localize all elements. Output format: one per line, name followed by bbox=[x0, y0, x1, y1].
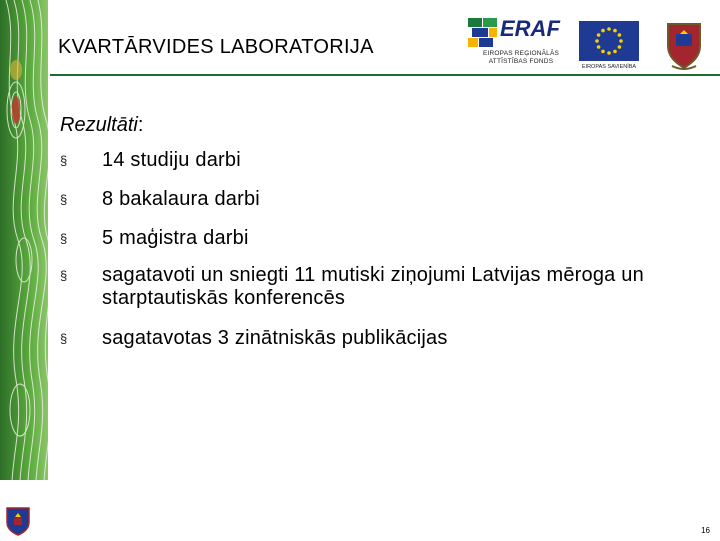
bullet-marker: § bbox=[60, 268, 68, 283]
eraf-wordmark: ERAF bbox=[500, 16, 560, 41]
corner-crest-logo bbox=[4, 506, 32, 536]
list-item-text: 14 studiju darbi bbox=[102, 149, 241, 171]
subtitle-text: Rezultāti bbox=[60, 114, 138, 136]
decorative-map-strip bbox=[0, 0, 48, 540]
eu-caption: EIROPAS SAVIENĪBA bbox=[581, 64, 637, 70]
eu-flag-logo bbox=[578, 20, 640, 72]
subtitle-colon: : bbox=[137, 114, 144, 136]
list-item-text: 5 maģistra darbi bbox=[102, 227, 249, 249]
bullet-marker: § bbox=[60, 231, 68, 246]
list-item-text: sagatavotas 3 zinātniskās publikācijas bbox=[102, 327, 448, 349]
list-item-text: 8 bakalaura darbi bbox=[102, 188, 260, 210]
bullet-marker: § bbox=[60, 153, 68, 168]
title-divider bbox=[50, 74, 720, 76]
page-title: KVARTĀRVIDES LABORATORIJA bbox=[58, 36, 374, 58]
eraf-mark-icon bbox=[468, 18, 498, 48]
eraf-subtitle: EIROPAS REĢIONĀLĀS ATTĪSTĪBAS FONDS bbox=[482, 50, 560, 65]
bullet-marker: § bbox=[60, 331, 68, 346]
page-number: 16 bbox=[701, 526, 710, 535]
university-crest-logo bbox=[660, 20, 708, 72]
section-subtitle bbox=[60, 114, 143, 137]
bullet-marker: § bbox=[60, 192, 68, 207]
eraf-logo bbox=[468, 14, 568, 72]
list-item-text: sagatavoti un sniegti 11 mutiski ziņojumi Latvijas mēroga un starptautiskās konferencēs bbox=[102, 264, 644, 309]
small-crest-icon bbox=[4, 506, 32, 536]
eu-flag-icon bbox=[578, 20, 640, 62]
crest-icon bbox=[660, 20, 708, 72]
